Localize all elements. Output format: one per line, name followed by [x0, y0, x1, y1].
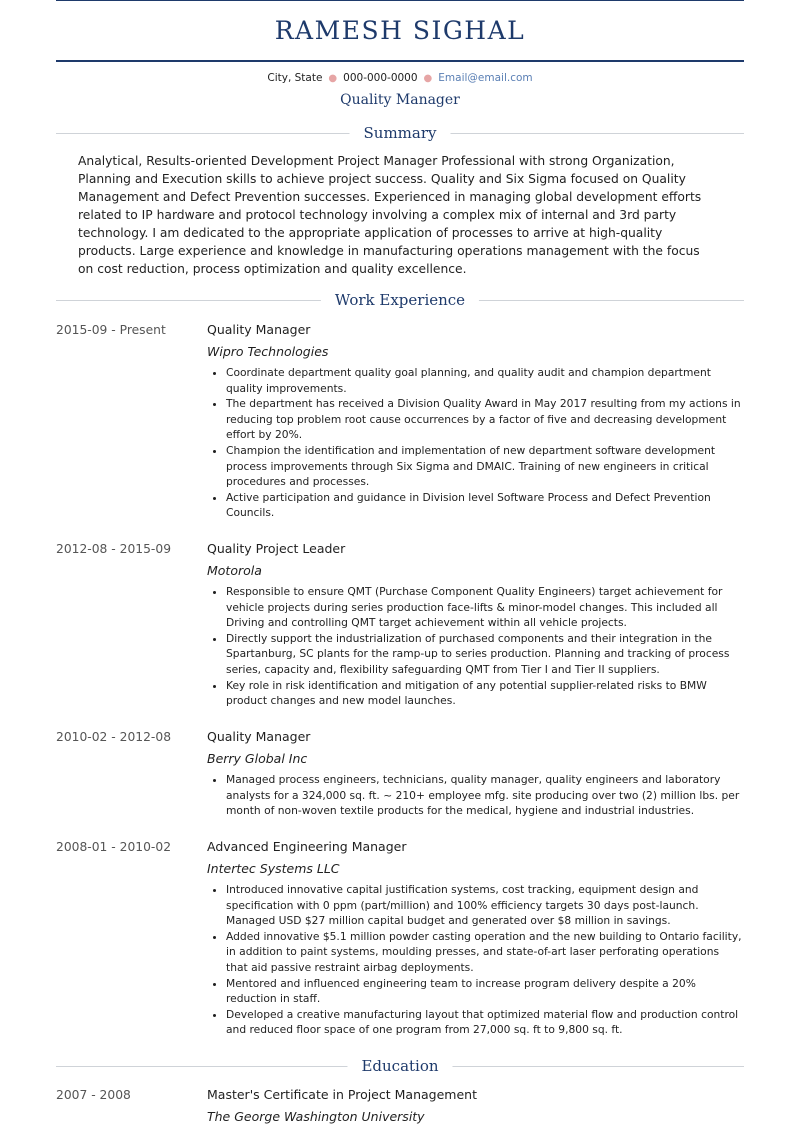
job-bullet: • Coordinate department quality goal planning, and quality audit and champion department quality improvements.: [226, 365, 744, 396]
education-dates: 2007 - 2008: [56, 1088, 131, 1102]
job-bullet: • Managed process engineers, technicians, quality manager, quality engineers and laboratory analysts for a 324,000 sq. ft. ~ 210+ employee mfg. site producing over two (2) million lbs. per month of non-woven textile products for the medical, hygiene and industrial industries.: [226, 772, 744, 819]
job-company: Intertec Systems LLC: [207, 861, 340, 876]
job-bullet: • Champion the identification and implementation of new department software development process improvements through Six Sigma and DMAIC. Training of new engineers in critical procedures and processes.: [226, 443, 744, 490]
experience-section-heading: [56, 290, 744, 310]
job-body: [207, 728, 744, 819]
job-bullets: [207, 772, 744, 819]
job-bullet: • Introduced innovative capital justification systems, cost tracking, equipment design and specification with 0 ppm (part/million) and 100% efficiency targets 30 days post-launch. Managed USD $27 million capital budget and generated over $8 million in savings.: [226, 882, 744, 929]
job-bullet: • The department has received a Division Quality Award in May 2017 resulting from my actions in reducing top problem root cause occurrences by a factor of five and decreasing development effort by 20%.: [226, 396, 744, 443]
job-body: [207, 838, 744, 1038]
education-title: Education: [347, 1056, 452, 1076]
job-company: Berry Global Inc: [207, 751, 308, 766]
contact-city: City, State: [267, 72, 323, 84]
job-dates: 2010-02 - 2012-08: [56, 730, 172, 744]
separator-dot-icon: ●: [423, 73, 433, 84]
job-company: Wipro Technologies: [207, 344, 329, 359]
job-bullets: [207, 584, 744, 709]
job-headline: Quality Manager: [340, 92, 460, 108]
job-body: [207, 321, 744, 521]
job-bullet: • Mentored and influenced engineering team to increase program delivery despite a 20% reduction in staff.: [226, 976, 744, 1007]
job-role: Quality Manager: [207, 729, 311, 744]
experience-title: Work Experience: [321, 290, 479, 310]
job-bullet: • Key role in risk identification and mitigation of any potential supplier-related risks to BMW product changes and new model launches.: [226, 678, 744, 709]
education-section-heading: [56, 1056, 744, 1076]
name-rule: [56, 60, 744, 62]
job-bullet: • Directly support the industrialization of purchased components and their integration in the Spartanburg, SC plants for the ramp-up to series production. Planning and tracking of process series, capacity and, flexibility safeguarding QMT from Tier I and Tier II suppliers.: [226, 631, 744, 678]
job-bullets: [207, 882, 744, 1038]
separator-dot-icon: ●: [328, 73, 338, 84]
contact-line: [0, 70, 800, 87]
job-dates: 2012-08 - 2015-09: [56, 542, 172, 556]
job-company: Motorola: [207, 563, 262, 578]
summary-text: Analytical, Results-oriented Development Project Manager Professional with strong Organization, Planning and Execution skills to achieve project success. Quality and Six Sigma focused on Quality Management and Defect Prevention successes. Experienced in managing global development efforts related to IP hardware and protocol technology involving a complex mix of internal and 3rd party technology. I am dedicated to the appropriate application of processes to arrive at high-quality products. Large experience and knowledge in manufacturing operations management with the focus on cost reduction, process optimization and quality excellence.: [78, 154, 702, 276]
education-degree: Master's Certificate in Project Management: [207, 1087, 477, 1102]
job-dates: 2015-09 - Present: [56, 323, 166, 337]
education-body: [207, 1086, 744, 1126]
education-school: The George Washington University: [207, 1109, 425, 1124]
job-bullet: • Developed a creative manufacturing layout that optimized material flow and production control and reduced floor space of one program from 27,000 sq. ft to 9,800 sq. ft.: [226, 1007, 744, 1038]
job-bullet: • Added innovative $5.1 million powder casting operation and the new building to Ontario facility, in addition to paint systems, moulding presses, and state-of-art laser perforating operations that aid passive restraint airbag deployments.: [226, 929, 744, 976]
job-bullets: [207, 365, 744, 521]
job-role: Quality Project Leader: [207, 541, 346, 556]
job-bullet: • Active participation and guidance in Division level Software Process and Defect Prevention Councils.: [226, 490, 744, 521]
job-dates: 2008-01 - 2010-02: [56, 840, 172, 854]
job-body: [207, 540, 744, 709]
top-rule: [56, 0, 744, 1]
candidate-name: RAMESH SIGHAL: [274, 16, 526, 45]
contact-email[interactable]: Email@email.com: [438, 72, 533, 84]
job-role: Advanced Engineering Manager: [207, 839, 407, 854]
job-role: Quality Manager: [207, 322, 311, 337]
summary-section-heading: [56, 123, 744, 143]
summary-title: Summary: [350, 123, 451, 143]
contact-phone: 000-000-0000: [343, 72, 418, 84]
job-bullet: • Responsible to ensure QMT (Purchase Component Quality Engineers) target achievement for vehicle projects during series production face-lifts & minor-model changes. This included all Driving and controlling QMT target achievement within all vehicle projects.: [226, 584, 744, 631]
